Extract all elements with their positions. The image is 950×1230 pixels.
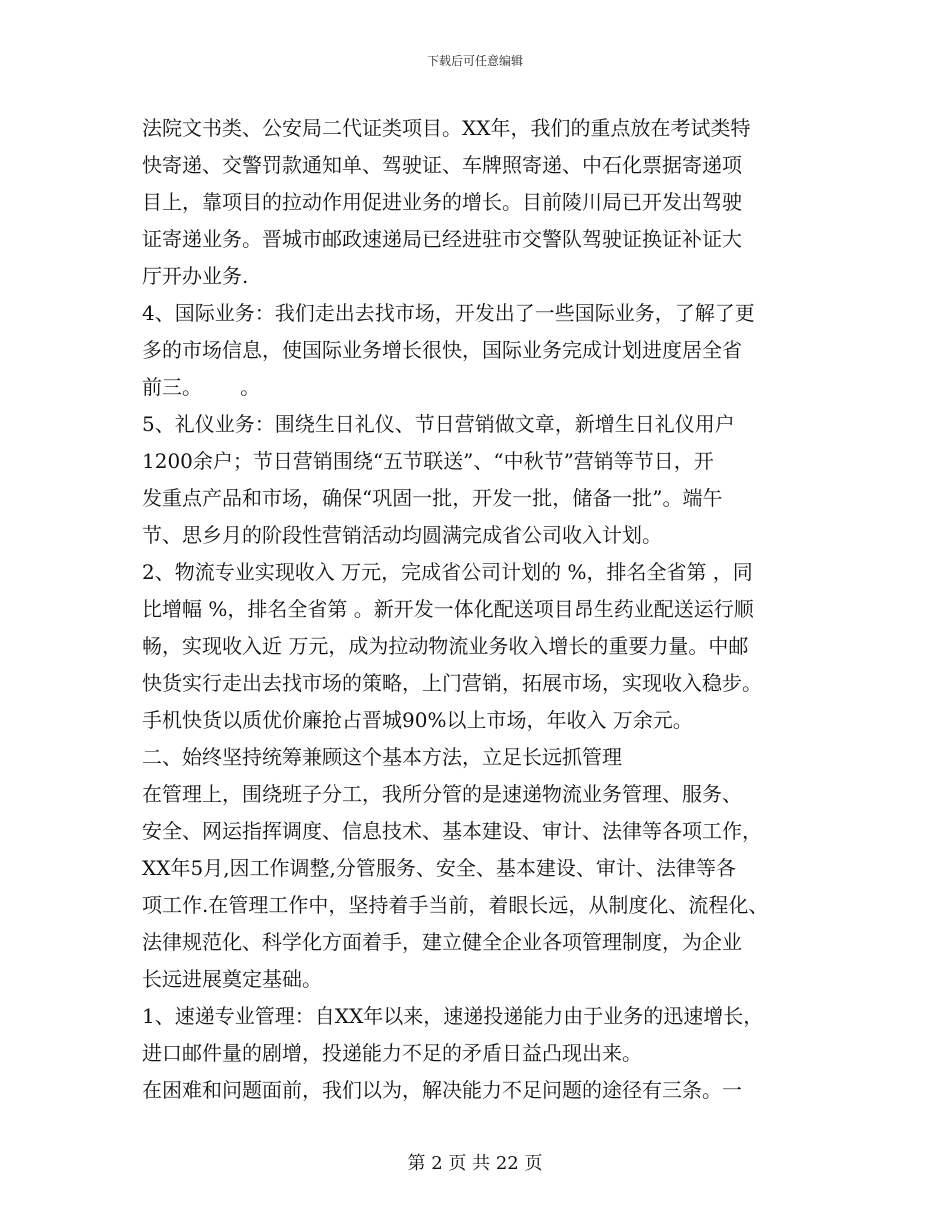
text-line: 在困难和问题面前，我们以为，解决能力不足问题的途径有三条。一 (142, 1078, 742, 1102)
document-body (142, 110, 822, 1109)
text-line: 快货实行走出去找市场的策略，上门营销，拓展市场，实现收入稳步。 (142, 671, 762, 695)
text-line: 畅，实现收入近 万元，成为拉动物流业务收入增长的重要力量。中邮 (142, 634, 749, 658)
text-line: 进口邮件量的剧增，投递能力不足的矛盾日益凸现出来。 (142, 1041, 642, 1065)
text-line: 法律规范化、科学化方面着手，建立健全企业各项管理制度，为企业 (142, 930, 742, 954)
text-line: 1、速递专业管理：自XX年以来，速递投递能力由于业务的迅速增长， (142, 1004, 764, 1028)
section-heading: 二、始终坚持统筹兼顾这个基本方法，立足长远抓管理 (142, 745, 622, 769)
text-line: 法院文书类、公安局二代证类项目。XX年，我们的重点放在考试类特 (142, 116, 751, 140)
text-line: 节、思乡月的阶段性营销活动均圆满完成省公司收入计划。 (142, 523, 662, 547)
text-line: XX年5月,因工作调整,分管服务、安全、基本建设、审计、法律等各 (142, 856, 736, 880)
text-line: 项工作.在管理工作中，坚持着手当前，着眼长远，从制度化、流程化、 (142, 893, 769, 917)
text-line: 多的市场信息，使国际业务增长很快，国际业务完成计划进度居全省 (142, 338, 742, 362)
page-header-note: 下载后可任意编辑 (426, 54, 523, 68)
text-line: 4、国际业务：我们走出去找市场，开发出了一些国际业务，了解了更 (142, 301, 755, 325)
text-line: 在管理上，围绕班子分工，我所分管的是速递物流业务管理、服务、 (142, 782, 742, 806)
text-line: 2、物流专业实现收入 万元，完成省公司计划的 %，排名全省第 ，同 (142, 560, 753, 584)
text-line: 快寄递、交警罚款通知单、驾驶证、车牌照寄递、中石化票据寄递项 (142, 153, 742, 177)
text-line: 前三。 。 (142, 375, 261, 399)
text-line: 厅开办业务. (142, 264, 249, 288)
text-line: 证寄递业务。晋城市邮政速递局已经进驻市交警队驾驶证换证补证大 (142, 227, 742, 251)
text-line: 1200余户；节日营销围绕“五节联送”、“中秋节”营销等节日，开 (142, 449, 714, 473)
text-line: 目上，靠项目的拉动作用促进业务的增长。目前陵川局已开发出驾驶 (142, 190, 742, 214)
text-line: 发重点产品和市场，确保“巩固一批，开发一批，储备一批”。端午 (142, 486, 723, 510)
page-number-footer: 第 2 页 共 22 页 (407, 1153, 543, 1174)
text-line: 安全、网运指挥调度、信息技术、基本建设、审计、法律等各项工作， (142, 819, 762, 843)
text-line: 长远进展奠定基础。 (142, 967, 322, 991)
text-line: 比增幅 %，排名全省第 。新开发一体化配送项目昂生药业配送运行顺 (142, 597, 754, 621)
text-line: 5、礼仪业务：围绕生日礼仪、节日营销做文章，新增生日礼仪用户 (142, 412, 735, 436)
text-line: 手机快货以质优价廉抢占晋城90%以上市场，年收入 万余元。 (142, 708, 693, 732)
